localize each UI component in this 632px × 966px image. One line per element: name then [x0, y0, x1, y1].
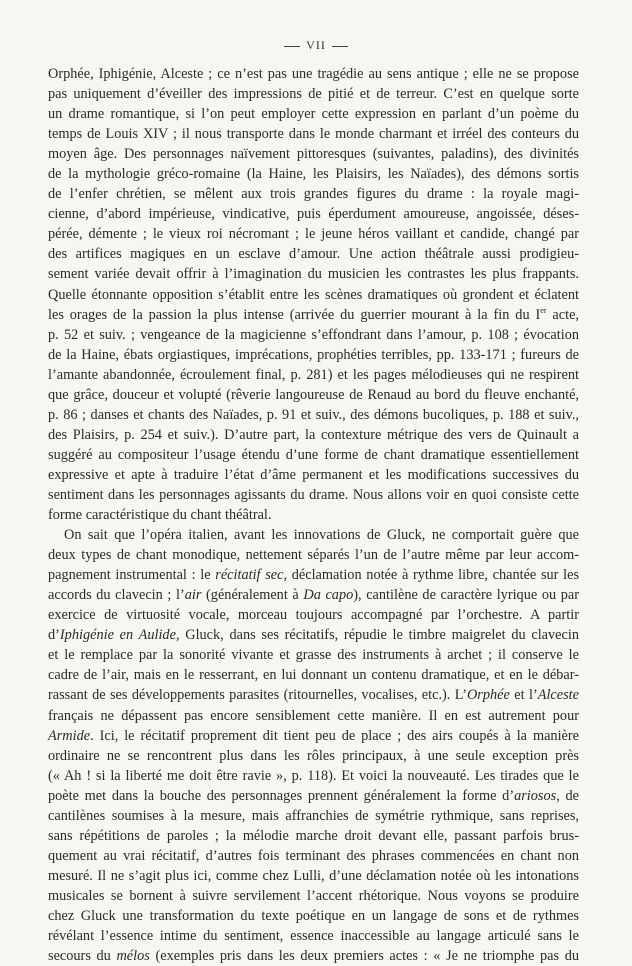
text-line: [48, 505, 579, 525]
italic-text: Orphée: [466, 687, 510, 704]
text-segment: d’: [48, 627, 60, 644]
text-line: [48, 525, 579, 545]
text-segment: de la mythologie gréco-romaine (la Haine, les Plaisirs, les Naïades), des démons sortis: [48, 166, 579, 183]
text-segment: les orages de la passion la plus intense (arrivée du guerrier mourant à la fin du I: [48, 306, 541, 323]
text-segment: déclamation notée à rythme libre, chantée sur les: [287, 567, 580, 584]
header-dash-left: [284, 46, 300, 47]
text-line: [48, 766, 579, 786]
text-line: [48, 305, 579, 325]
text-segment: des artifices magiques en un esclave d’amour. Une action théâtrale aussi prodigieu-: [48, 246, 579, 263]
page-header: [0, 38, 632, 53]
text-line: [48, 625, 579, 645]
text-segment: et l’: [509, 687, 538, 704]
text-line: [48, 385, 579, 405]
text-segment: pas uniquement d’éveiller des impressions de pitié et de terreur. C’est en quelque sorte: [48, 86, 579, 103]
italic-text: mélos: [116, 948, 150, 965]
text-line: [48, 345, 579, 365]
text-segment: p. 52 et suiv. ; vengeance de la magicienne s’effondrant dans l’amour, p. 108 ; évocation: [48, 326, 579, 343]
text-line: [48, 485, 579, 505]
page-number: VII: [306, 38, 326, 52]
text-line: [48, 605, 579, 625]
text-segment: révélant l’essence intime du sentiment, essence inaccessible au langage articulé sans le: [48, 928, 579, 945]
italic-text: Armide: [48, 727, 91, 744]
text-line: [48, 325, 579, 345]
text-segment: et le remplace par la sonorité vivante et grasse des instruments à archet ; il conserve le: [48, 647, 579, 664]
text-segment: pagnement instrumental : le: [48, 567, 216, 584]
text-segment: pérée, démente ; le vieux roi nécromant ; le jeune héros vaillant et candide, changé par: [48, 226, 579, 243]
text-segment: musicales se bornent à suivre servilement l’accent rhétorique. Nous voyons se produire: [48, 887, 579, 904]
text-segment: ), cantilène de caractère lyrique ou par: [353, 587, 579, 604]
text-segment: ordinaire ne se rencontrent plus dans les rôles principaux, à une seule exception près: [48, 747, 579, 764]
text-line: [48, 746, 579, 766]
text-segment: mesuré. Il ne s’agit plus ici, comme chez Lulli, d’une déclamation notée où les intonations: [48, 867, 579, 884]
text-segment: Orphée, Iphigénie, Alceste ; ce n’est pas une tragédie au sens antique ; elle ne se propose: [48, 66, 579, 82]
italic-text: Da capo: [303, 587, 354, 604]
text-segment: de l’enfer chrétien, se mêlent aux trois grandes figures du drame : la royale magi-: [48, 186, 579, 203]
text-line: [48, 706, 579, 726]
text-line: [48, 685, 579, 705]
text-line: [48, 84, 579, 104]
text-line: [48, 946, 579, 966]
text-line: [48, 365, 579, 385]
text-line: [48, 846, 579, 866]
text-line: [48, 144, 579, 164]
text-segment: accords du clavecin ; l’: [48, 587, 185, 604]
text-line: [48, 244, 579, 264]
text-segment: cienne, d’abord impérieuse, vindicative, puis éperdument amoureuse, angoissée, déses-: [48, 206, 579, 223]
page-text: [48, 64, 579, 966]
text-segment: rassant de ses développements parasites (ritournelles, vocalises, etc.). L’: [48, 687, 467, 704]
text-segment: expressive et apte à traduire l’état d’âme permanent et les modifications successives du: [48, 466, 579, 483]
text-segment: français ne dépassent pas encore sensiblement cette manière. Il en est autrement pour: [48, 707, 579, 724]
text-line: [48, 264, 579, 284]
text-line: [48, 445, 579, 465]
text-line: [48, 585, 579, 605]
text-segment: (généralement à: [201, 587, 304, 604]
text-segment: sentiment dans les personnages agissants du drame. Nous allons voir en quoi consiste cette: [48, 486, 579, 503]
text-line: [48, 565, 579, 585]
text-line: [48, 886, 579, 906]
text-line: [48, 826, 579, 846]
text-line: [48, 164, 579, 184]
text-line: [48, 906, 579, 926]
text-segment: cadre de l’air, mais en le resserrant, en lui donnant un contenu dramatique, et en le débar-: [48, 667, 579, 684]
text-segment: chez Gluck une transformation du texte poétique en un langage de sons et de rythmes: [48, 907, 579, 924]
text-segment: poète met dans la bouche des personnages prennent généralement la forme d’: [48, 787, 515, 804]
text-segment: , de: [556, 787, 579, 804]
text-line: [48, 465, 579, 485]
text-segment: (« Ah ! si la liberté me doit être ravie », p. 118). Et voici la nouveauté. Les tirades que le: [48, 767, 579, 784]
text-segment: . Ici, le récitatif proprement dit tient peu de place ; des airs coupés à la manière: [90, 727, 579, 744]
text-segment: (exemples pris dans les deux premiers actes : « Je ne triomphe pas du: [149, 948, 579, 965]
text-line: [48, 786, 579, 806]
italic-text: récitatif sec,: [215, 567, 288, 584]
text-segment: sans répétitions de paroles ; la mélodie marche droit devant elle, passant parfois brus-: [48, 827, 579, 844]
text-segment: de la Haine, ébats orgiastiques, imprécations, prophéties terribles, pp. 133-171 ; fureurs de: [48, 346, 579, 363]
text-segment: suggéré au compositeur l’usage étendu d’une forme de chant dramatique essentiellement: [48, 446, 579, 463]
text-line: [48, 665, 579, 685]
text-line: [48, 425, 579, 445]
italic-text: Alceste: [537, 687, 579, 704]
text-segment: temps de Louis XIV ; il nous transporte dans le monde charmant et irréel des conteurs du: [48, 126, 579, 143]
text-segment: cantilènes soumises à la mesure, mais affranchies de symétrie rythmique, sans reprises,: [48, 807, 579, 824]
text-segment: un drame romantique, si l’on peut employer cette expression en parlant d’un poème du: [48, 106, 579, 123]
text-segment: exercice de virtuosité vocale, morceau toujours accompagné par l’orchestre. A partir: [48, 607, 579, 624]
text-line: [48, 645, 579, 665]
text-segment: p. 86 ; danses et chants des Naïades, p. 91 et suiv., des démons bucoliques, p. 188 et suiv.,: [48, 406, 579, 423]
text-line: [48, 124, 579, 144]
superscript-text: er: [540, 305, 547, 315]
text-line: [48, 104, 579, 124]
text-line: [48, 866, 579, 886]
text-segment: quement au vrai récitatif, d’autres fois terminant des phrases commencées en chant non: [48, 847, 579, 864]
text-line: [48, 64, 579, 84]
text-line: [48, 806, 579, 826]
text-segment: secours du: [48, 948, 117, 965]
text-segment: que grâce, douceur et volupté (rêverie langoureuse de Renaud au bord du fleuve enchanté,: [48, 386, 579, 403]
italic-text: Iphigénie en Aulide: [59, 627, 176, 644]
text-segment: forme caractéristique du chant théâtral.: [48, 507, 272, 524]
text-segment: sement variée devait offrir à l’imagination du musicien les contrastes les plus frappants.: [48, 266, 579, 283]
text-line: [48, 184, 579, 204]
text-line: [48, 285, 579, 305]
italic-text: air: [184, 587, 202, 604]
text-line: [48, 405, 579, 425]
text-segment: acte,: [546, 306, 579, 323]
text-segment: deux types de chant monodique, nettement séparés l’un de l’autre même par leur accom-: [48, 547, 579, 564]
text-line: [48, 545, 579, 565]
text-segment: Quelle étonnante opposition s’établit entre les scènes dramatiques où grondent et éclatent: [48, 286, 579, 303]
text-line: [48, 726, 579, 746]
text-segment: l’amante abandonnée, écroulement final, p. 281) et les pages mélodieuses qui ne respirent: [48, 366, 579, 383]
text-line: [48, 224, 579, 244]
text-segment: , Gluck, dans ses récitatifs, répudie le timbre maigrelet du clavecin: [175, 627, 579, 644]
text-line: [48, 926, 579, 946]
text-line: [48, 204, 579, 224]
text-segment: On sait que l’opéra italien, avant les innovations de Gluck, ne comportait guère que: [64, 527, 579, 544]
text-segment: des Plaisirs, p. 254 et suiv.). D’autre part, la contexture métrique des vers de Quinault a: [48, 426, 579, 443]
italic-text: ariosos: [514, 787, 557, 804]
header-dash-right: [332, 46, 348, 47]
text-segment: moyen âge. Des personnages naïvement pittoresques (suivantes, paladins), des divinités: [48, 146, 579, 163]
